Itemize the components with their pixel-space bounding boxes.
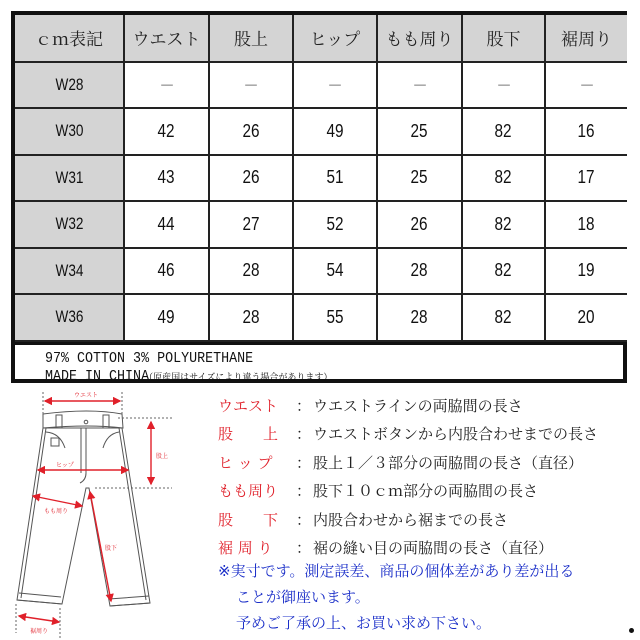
header-hem: 裾周り (545, 15, 627, 62)
legend-desc: 内股合わせから裾までの長さ (313, 510, 509, 529)
origin-text: MADE IN CHINA（原産国はサイズにより違う場合があります） (45, 368, 333, 385)
legend-item-rise: 股 上 ： ウエストボタンから内股合わせまでの長さ (218, 425, 599, 444)
cell-rise: 26 (209, 155, 293, 202)
note-line: 予めご了承の上、お買い求め下さい。 (236, 614, 492, 632)
table-header-row (15, 15, 627, 62)
table-row (15, 62, 627, 109)
cell-hip: 51 (293, 155, 377, 202)
legend-item-hem: 裾 周 り ： 裾の縫い目の両脇間の長さ（直径） (218, 539, 554, 558)
cell-waist: 43 (124, 155, 209, 202)
bullet-dot-icon (629, 628, 634, 633)
size-label: W30 (15, 108, 124, 155)
cell-rise: 28 (209, 248, 293, 295)
legend-desc: ウエストラインの両脇間の長さ (313, 396, 523, 415)
table-row (15, 294, 627, 341)
cell-inseam: 82 (462, 108, 545, 155)
disclaimer-notes (218, 560, 638, 638)
pants-measurement-diagram (10, 388, 210, 640)
header-cm-label: ｃｍ表記 (15, 15, 124, 62)
legend-term: 股 下 (218, 510, 279, 529)
measurement-legend (218, 391, 638, 562)
legend-term: もも周り (218, 482, 279, 501)
cell-waist: － (124, 62, 209, 109)
table-row (15, 248, 627, 295)
header-thigh: もも周り (377, 15, 462, 62)
header-inseam: 股下 (462, 15, 545, 62)
size-table (11, 11, 627, 383)
cell-hip: 52 (293, 201, 377, 248)
diagram-label-waist: ウエスト (74, 392, 99, 399)
cell-thigh: 25 (377, 155, 462, 202)
size-label: W36 (15, 294, 124, 341)
cell-inseam: 82 (462, 294, 545, 341)
legend-desc: 股上１／３部分の両脇間の長さ（直径） (313, 453, 584, 472)
cell-inseam: 82 (462, 201, 545, 248)
cell-hem: 17 (545, 155, 627, 202)
cell-rise: － (209, 62, 293, 109)
cell-thigh: 25 (377, 108, 462, 155)
material-footer (15, 342, 623, 389)
cell-inseam: 82 (462, 248, 545, 295)
table-row (15, 108, 627, 155)
size-label: W28 (15, 62, 124, 109)
note-line: ※実寸です。測定誤差、商品の個体差があり差が出る (218, 562, 575, 580)
table-row (15, 155, 627, 202)
diagram-label-hip: ヒップ (56, 462, 74, 469)
cell-waist: 44 (124, 201, 209, 248)
size-chart-table (15, 15, 627, 342)
cell-hip: 54 (293, 248, 377, 295)
cell-inseam: － (462, 62, 545, 109)
cell-rise: 26 (209, 108, 293, 155)
cell-hip: － (293, 62, 377, 109)
cell-hip: 49 (293, 108, 377, 155)
table-row (15, 201, 627, 248)
legend-desc: ウエストボタンから内股合わせまでの長さ (313, 425, 599, 444)
legend-item-inseam: 股 下 ： 内股合わせから裾までの長さ (218, 510, 509, 529)
diagram-label-thigh: もも周り (44, 508, 69, 515)
cell-thigh: 28 (377, 294, 462, 341)
cell-hem: 19 (545, 248, 627, 295)
cell-waist: 49 (124, 294, 209, 341)
size-label: W32 (15, 201, 124, 248)
pants-illustration-icon (10, 388, 210, 640)
cell-rise: 27 (209, 201, 293, 248)
legend-item-hip: ヒ ッ プ ： 股上１／３部分の両脇間の長さ（直径） (218, 453, 584, 472)
legend-item-thigh: もも周り ： 股下１０ｃｍ部分の両脇間の長さ (218, 482, 539, 501)
material-text: 97% COTTON 3% POLYURETHANE (45, 350, 254, 367)
legend-desc: 股下１０ｃｍ部分の両脇間の長さ (313, 482, 539, 501)
cell-waist: 42 (124, 108, 209, 155)
legend-term: 股 上 (218, 425, 279, 444)
cell-hem: － (545, 62, 627, 109)
legend-item-waist: ウエスト ： ウエストラインの両脇間の長さ (218, 396, 523, 415)
cell-rise: 28 (209, 294, 293, 341)
diagram-label-inseam: 股下 (105, 545, 118, 552)
cell-thigh: － (377, 62, 462, 109)
size-label: W34 (15, 248, 124, 295)
legend-term: 裾 周 り (218, 539, 273, 558)
diagram-label-rise: 股上 (156, 453, 169, 460)
cell-hip: 55 (293, 294, 377, 341)
cell-thigh: 28 (377, 248, 462, 295)
header-rise: 股上 (209, 15, 293, 62)
size-label: W31 (15, 155, 124, 202)
cell-hem: 16 (545, 108, 627, 155)
legend-term: ウエスト (218, 396, 279, 415)
legend-term: ヒ ッ プ (218, 453, 273, 472)
cell-inseam: 82 (462, 155, 545, 202)
cell-thigh: 26 (377, 201, 462, 248)
cell-waist: 46 (124, 248, 209, 295)
cell-hem: 18 (545, 201, 627, 248)
origin-note: （原産国はサイズにより違う場合があります） (144, 372, 333, 383)
header-waist: ウエスト (124, 15, 209, 62)
note-line: ことが御座います。 (236, 588, 370, 606)
header-hip: ヒップ (293, 15, 377, 62)
legend-desc: 裾の縫い目の両脇間の長さ（直径） (313, 539, 554, 558)
cell-hem: 20 (545, 294, 627, 341)
diagram-label-hem: 裾周り (30, 628, 49, 635)
